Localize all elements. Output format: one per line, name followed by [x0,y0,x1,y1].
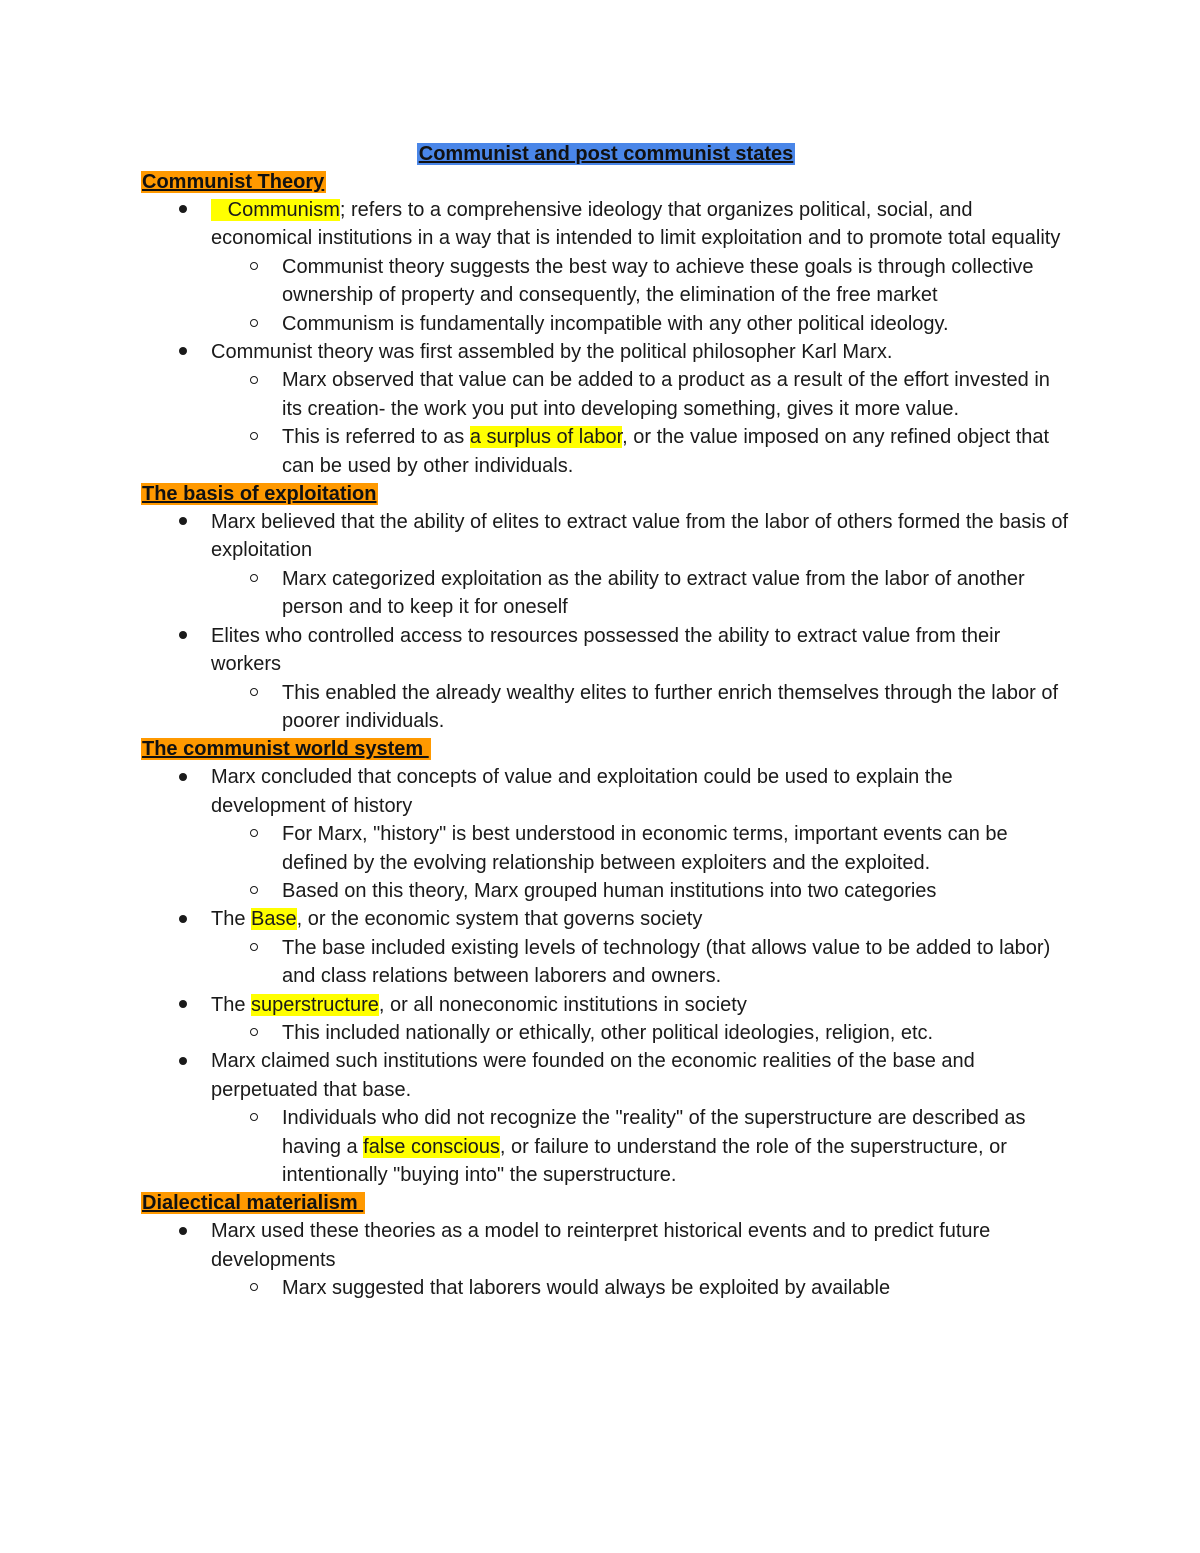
section-heading: The basis of exploitation [142,483,377,506]
item-text: Communist theory suggests the best way to achieve these goals is through collective ownership of property and consequently, the elimination of the free market [282,255,1034,307]
list-item [141,763,1071,820]
item-text: , or the value imposed on any refined object that can be used by other individuals. [282,426,1050,477]
bullet-circle-icon [244,679,264,707]
item-text: Marx believed that the ability of elites to extract value from the labor of others formed the basis of exploitation [211,511,1069,562]
item-text: Marx claimed such institutions were founded on the economic realities of the base and perpetuated that base. [211,1050,975,1101]
list-item [141,991,1071,1019]
item-text: Marx used these theories as a model to reinterpret historical events and to predict future developments [211,1220,991,1271]
item-text: For Marx, "history" is best understood in economic terms, important events can be defined by the evolving relationship between exploiters and the exploited. [282,823,1008,874]
item-text: Marx categorized exploitation as the ability to extract value from the labor of another person and to keep it for oneself [282,567,1025,619]
item-text: Communism is fundamentally incompatible with any other political ideology. [282,312,949,335]
list-item [141,423,1071,480]
section-communist-world-system [141,735,1071,1189]
item-text: Marx suggested that laborers would always be exploited by available [282,1277,891,1300]
list-item [141,820,1071,877]
item-text: The [211,993,252,1016]
bullet-circle-icon [244,934,264,962]
list-item [141,196,1071,253]
list-item [141,366,1071,423]
section-basis-of-exploitation [141,480,1071,735]
highlighted-term: false conscious [363,1135,500,1158]
list-item [141,1217,1071,1274]
list-item [141,934,1071,991]
list-item [141,679,1071,736]
list-item [141,877,1071,905]
item-text: This enabled the already wealthy elites to further enrich themselves through the labor of poorer individuals. [282,681,1058,732]
item-text: , or the economic system that governs society [296,908,703,931]
item-text: The [211,908,252,931]
list-item [141,565,1071,622]
item-text: Individuals who did not recognize the "reality" of the superstructure are described as having a [282,1107,1026,1158]
list-item [141,338,1071,366]
item-text: This is referred to as [282,426,470,449]
section-communist-theory [141,168,1071,480]
bullet-circle-icon [244,310,264,338]
list-item [141,905,1071,933]
highlighted-term: superstructure [251,993,379,1016]
bullet-dot-icon [173,1047,193,1075]
section-heading: Dialectical materialism [142,1192,364,1215]
highlighted-term: a surplus of labor [469,426,623,449]
item-text: Marx concluded that concepts of value and exploitation could be used to explain the development of history [211,766,953,817]
item-text: Marx observed that value can be added to a product as a result of the effort invested in its creation- the work you put into developing something, gives it more value. [282,369,1050,420]
heading-row [141,480,1071,508]
bullet-circle-icon [244,253,264,281]
list-item [141,253,1071,310]
list-item [141,310,1071,338]
item-text: This included nationally or ethically, other political ideologies, religion, etc. [282,1021,934,1044]
bullet-circle-icon [244,366,264,394]
section-dialectical-materialism [141,1189,1071,1302]
highlighted-term: Base [251,908,297,931]
list-item [141,508,1071,565]
bullet-dot-icon [173,1217,193,1245]
item-text: ; refers to a comprehensive ideology that organizes political, social, and economical institutions in a way that is intended to limit exploitation and to promote total equality [211,199,1061,250]
item-text: Elites who controlled access to resources possessed the ability to extract value from their workers [211,624,1001,676]
heading-row [141,168,1071,196]
bullet-dot-icon [173,196,193,224]
heading-row [141,735,1071,763]
bullet-dot-icon [173,508,193,536]
item-text: , or all noneconomic institutions in society [378,993,747,1016]
list-item [141,1047,1071,1104]
bullet-dot-icon [173,622,193,650]
document-page [141,140,1071,1303]
bullet-circle-icon [244,820,264,848]
bullet-circle-icon [244,423,264,451]
bullet-dot-icon [173,991,193,1019]
item-text: Based on this theory, Marx grouped human institutions into two categories [282,879,937,902]
highlighted-term: Communism [211,199,340,221]
item-text: , or failure to understand the role of the superstructure, or intentionally "buying into" the superstructure. [282,1135,1007,1186]
list-item [141,1104,1071,1189]
item-text: Communist theory was first assembled by the political philosopher Karl Marx. [211,341,893,364]
bullet-circle-icon [244,1104,264,1132]
bullet-dot-icon [173,763,193,791]
bullet-circle-icon [244,1274,264,1302]
document-title: Communist and post communist states [418,143,794,165]
section-heading: Communist Theory [142,171,325,193]
list-item [141,1019,1071,1047]
bullet-dot-icon [173,338,193,366]
title-row [141,140,1071,168]
section-heading: The communist world system [142,738,429,761]
bullet-circle-icon [244,1019,264,1047]
bullet-circle-icon [244,565,264,593]
item-text: The base included existing levels of technology (that allows value to be added to labor) and class relations between laborers and owners. [282,936,1051,988]
bullet-circle-icon [244,877,264,905]
bullet-dot-icon [173,905,193,933]
list-item [141,1274,1071,1302]
list-item [141,622,1071,679]
heading-row [141,1189,1071,1217]
